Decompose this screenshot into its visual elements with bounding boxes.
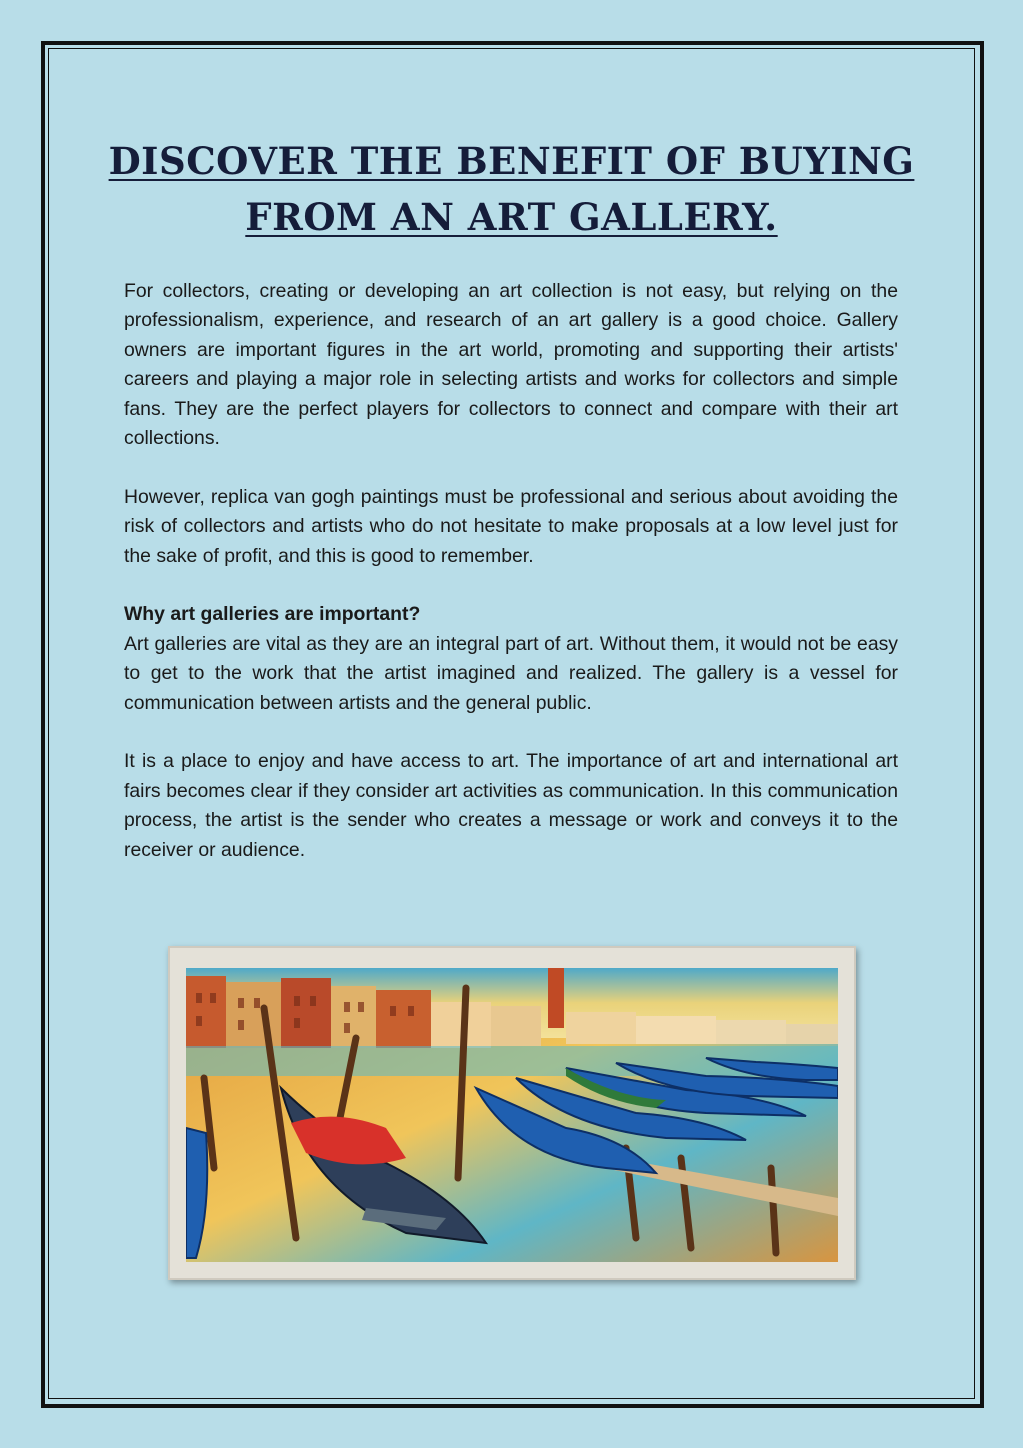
article-body — [124, 277, 898, 865]
paragraph-importance: Art galleries are vital as they are an integral part of art. Without them, it would not be easy to get to the work that the artist imagined and realized. The gallery is a vessel for communication between artists and the general public. — [124, 632, 898, 714]
paragraph-replica: However, replica van gogh paintings must be professional and serious about avoiding the risk of collectors and artists who do not hesitate to make proposals at a low level just for the sake of profit, and this is good to remember. — [124, 485, 898, 567]
page-title: DISCOVER THE BENEFIT OF BUYING FROM AN ART GALLERY. — [108, 139, 915, 239]
venice-gondola-painting — [186, 968, 838, 1262]
paragraph-intro: For collectors, creating or developing an art collection is not easy, but relying on the professionalism, experience, and research of an art gallery is a good choice. Gallery owners are important figures in the art world, promoting and supporting their artists' careers and playing a major role in selecting artists and works for collectors and simple fans. They are the perfect players for collectors to connect and compare with their art collections. — [124, 280, 898, 450]
paragraph-communication: It is a place to enjoy and have access to art. The importance of art and international art fairs becomes clear if they consider art activities as communication. In this communication process, the artist is the sender who creates a message or work and conveys it to the receiver or audience. — [124, 750, 898, 861]
painting-frame — [168, 946, 856, 1280]
section-heading: Why art galleries are important? — [124, 603, 421, 626]
